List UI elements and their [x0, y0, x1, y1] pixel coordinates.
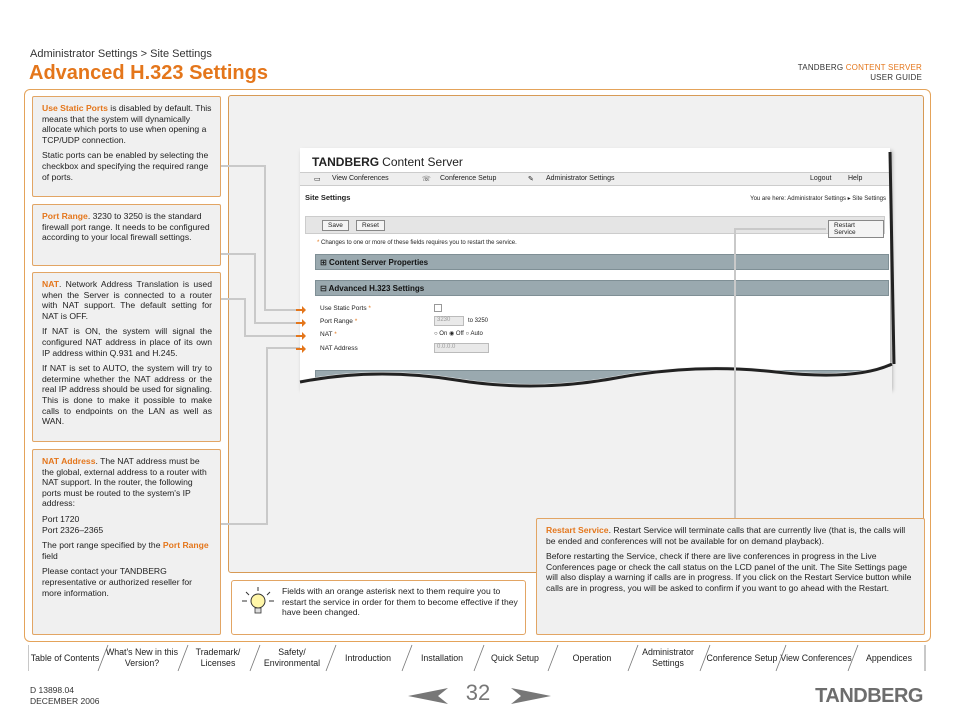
nat-term: NAT [42, 279, 60, 289]
section-h323-label: Advanced H.323 Settings [328, 284, 425, 293]
restart-term: Restart Service [546, 525, 609, 535]
torn-edge [296, 150, 896, 400]
nat-on-radio[interactable]: ○ [434, 331, 438, 337]
tab-operation[interactable]: Operation [572, 652, 612, 663]
save-button[interactable]: Save [322, 220, 349, 231]
logout-link[interactable]: Logout [810, 175, 832, 182]
port-range-input[interactable]: 3230 [434, 316, 464, 326]
next-page-arrow-icon[interactable] [511, 688, 551, 704]
phone-icon: ☏ [422, 176, 431, 183]
callout-line [221, 253, 256, 255]
callout-line [221, 523, 268, 525]
collapse-icon: ⊟ [320, 284, 327, 293]
restart-text-2: Before restarting the Service, check if there are live conferences in progress in the Live Conferences page or check the call status on the LCD panel of the unit. The Site Settings page will also display a warning if calls are in progress. If you click on the Restart Service button while calls are in progress, you will be asked to confirm if you want to go ahead with the Restart. [546, 551, 912, 593]
tab-separators [28, 643, 926, 673]
nat-text-2: If NAT is ON, the system will signal the configured NAT address in place of its own IP address within Q.931 and H.245. [42, 326, 212, 358]
page-number: 32 [465, 680, 491, 705]
static-ports-text-2: Static ports can be enabled by selecting the checkbox and specifying the required range of ports. [42, 150, 209, 182]
you-are-here: You are here: Administrator Settings ▸ Site Settings [750, 196, 886, 202]
bottom-nav [28, 643, 926, 673]
section-cs-label: Content Server Properties [328, 258, 429, 267]
callout-line [221, 165, 266, 167]
tab-administrator-settings[interactable]: Administrator Settings [642, 647, 694, 668]
tab-view-conferences[interactable]: View Conferences [780, 652, 852, 663]
nat-auto-radio[interactable]: ○ [465, 331, 470, 337]
asterisk-icon: * [317, 240, 320, 246]
breadcrumb[interactable]: Administrator Settings > Site Settings [30, 48, 212, 60]
nat-on-label: On [439, 331, 448, 337]
tab-appendices[interactable]: Appendices [866, 652, 912, 663]
port-range-text: . 3230 to 3250 is the standard firewall port range. It needs to be configured according to your local firewall settings. [42, 211, 210, 243]
restart-note-text: Changes to one or more of these fields requires you to restart the service. [321, 240, 517, 246]
brand-header [798, 63, 922, 83]
nat-address-text-4: Please contact your TANDBERG representative or authorized reseller for more information. [42, 566, 192, 598]
nat-address-text: . The NAT address must be the global, external address to a router with NAT support. In the router, the following ports must be routed to the system's IP address: [42, 456, 207, 509]
asterisk-icon: * [368, 305, 371, 312]
nat-text: . Network Address Translation is used when the Server is connected to a router with NAT support. The default setting for NAT is OFF. [42, 279, 212, 321]
prev-page-arrow-icon[interactable] [408, 688, 448, 704]
port-range-to: to 3250 [468, 318, 489, 324]
asterisk-icon: * [354, 318, 358, 325]
callout-line [264, 165, 266, 310]
tab-table-of-contents[interactable]: Table of Contents [30, 652, 100, 663]
tab-introduction[interactable]: Introduction [345, 652, 391, 663]
row-label: NAT [320, 331, 333, 338]
port-range-2326: Port 2326–2365 [42, 524, 104, 535]
static-ports-box [32, 96, 221, 197]
tab-installation[interactable]: Installation [420, 652, 464, 663]
nat-text-3: If NAT is set to AUTO, the system will try to determine whether the NAT address or the real IP address should be used for signaling. This is done to make it possible to make calls to endpoints on the LAN as well as WAN. [42, 363, 212, 427]
row-label: Use Static Ports [320, 305, 367, 312]
row-label: Port Range [320, 318, 353, 325]
window-logo-brand: TANDBERG [312, 155, 380, 169]
static-ports-term: Use Static Ports [42, 103, 108, 113]
nat-address-term: NAT Address [42, 456, 96, 466]
monitor-icon: ▭ [314, 176, 321, 183]
asterisk-icon: * [334, 331, 337, 338]
tab-conference-setup[interactable]: Conference Setup [706, 652, 778, 663]
port-range-box [32, 204, 221, 266]
window-logo-product: Content Server [382, 155, 463, 169]
port-1720: Port 1720 [42, 513, 80, 524]
nat-off-label: Off [455, 331, 464, 337]
callout-line [221, 298, 246, 300]
help-link[interactable]: Help [848, 175, 863, 182]
page-title: Advanced H.323 Settings [29, 62, 268, 84]
tab-safety[interactable]: Safety/ Environmental [263, 647, 321, 668]
doc-info [30, 685, 99, 706]
brand-product: CONTENT SERVER [845, 63, 922, 72]
port-range-ref: Port Range [162, 540, 209, 551]
restart-service-box [536, 518, 925, 635]
restart-service-button[interactable]: Restart Service [828, 220, 884, 238]
nat-address-text-3a: The port range specified by the [42, 540, 163, 551]
nav-administrator-settings[interactable]: Administrator Settings [546, 175, 615, 182]
restart-text: . Restart Service will terminate calls that are currently live (that is, the calls will be ended and conferences will not be available for on demand playback). [546, 525, 906, 546]
brand-prefix: TANDBERG [797, 63, 844, 72]
callout-line [734, 228, 826, 230]
lightbulb-icon [240, 585, 276, 621]
port-range-term: Port Range [42, 211, 88, 221]
callout-line [734, 228, 736, 518]
nat-off-radio[interactable]: ◉ [448, 331, 455, 337]
doc-number: D 13898.04 [30, 685, 74, 695]
nav-conference-setup[interactable]: Conference Setup [440, 175, 497, 182]
tandberg-logo: TANDBERG [815, 685, 923, 707]
nav-view-conferences[interactable]: View Conferences [332, 175, 389, 182]
callout-line [254, 253, 256, 323]
static-ports-text: is disabled by default. This means that the system will dynamically allocate which ports to use when opening a TCP/UDP connection. [42, 103, 212, 145]
nat-address-input[interactable]: 0.0.0.0 [434, 343, 489, 353]
nat-address-text-3b: field [42, 550, 58, 561]
window-page-title: Site Settings [305, 193, 351, 202]
callout-line [244, 298, 246, 336]
doc-date: DECEMBER 2006 [30, 695, 100, 706]
tab-trademark[interactable]: Trademark/ Licenses [195, 647, 241, 668]
callout-line [266, 348, 268, 525]
tab-quick-setup[interactable]: Quick Setup [491, 652, 539, 663]
tip-text: Fields with an orange asterisk next to them require you to restart the service in order for them to become effective if they have been changed. [282, 586, 518, 618]
nat-auto-label: Auto [470, 331, 483, 337]
expand-icon: ⊞ [320, 258, 327, 267]
callout-arrows [266, 305, 306, 355]
nat-box [32, 272, 221, 442]
wrench-icon: ✎ [528, 176, 534, 183]
nat-address-box [32, 449, 221, 635]
tab-whats-new[interactable]: What's New in this Version? [105, 647, 179, 668]
row-label: NAT Address [320, 345, 358, 352]
reset-button[interactable]: Reset [356, 220, 385, 231]
brand-sub: USER GUIDE [870, 73, 922, 82]
